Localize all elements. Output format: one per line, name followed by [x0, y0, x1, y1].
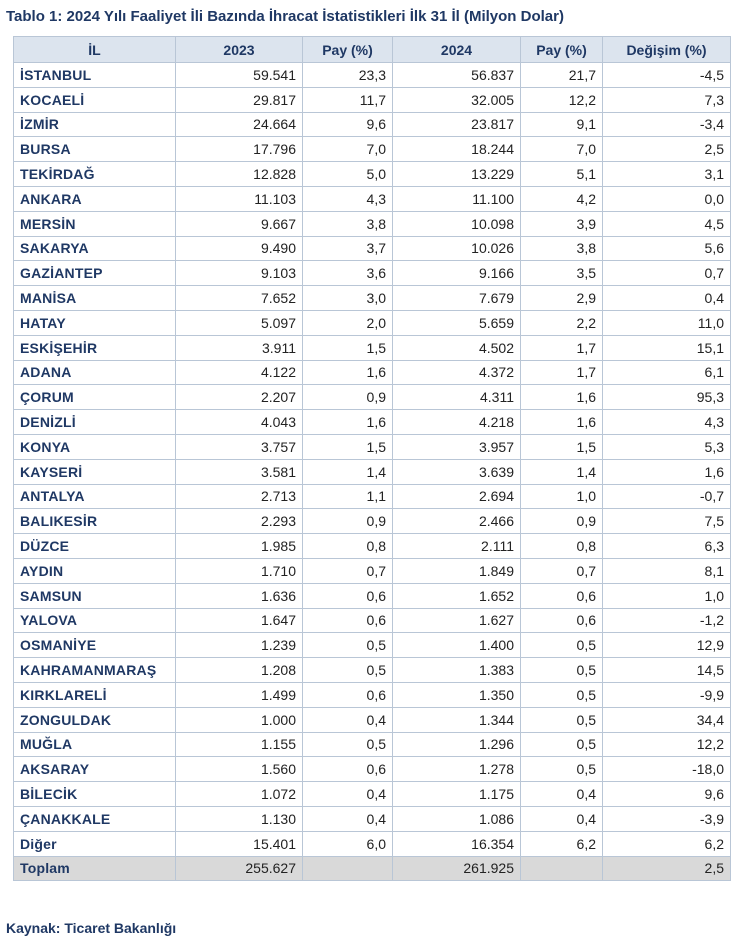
column-header-il: İL: [14, 37, 176, 63]
cell-2024: 18.244: [393, 137, 521, 162]
cell-2024: 261.925: [393, 856, 521, 881]
cell-pay-2024: 0,5: [521, 658, 603, 683]
cell-pay-2023: 0,5: [303, 633, 393, 658]
cell-pay-2023: 0,5: [303, 732, 393, 757]
cell-2024: 10.098: [393, 211, 521, 236]
cell-degisim: 6,2: [603, 831, 731, 856]
cell-degisim: 2,5: [603, 137, 731, 162]
cell-il: MERSİN: [14, 211, 176, 236]
cell-2024: 2.111: [393, 534, 521, 559]
cell-pay-2023: 0,4: [303, 782, 393, 807]
cell-il: ANTALYA: [14, 484, 176, 509]
cell-2024: 1.278: [393, 757, 521, 782]
cell-degisim: -3,4: [603, 112, 731, 137]
cell-pay-2023: 6,0: [303, 831, 393, 856]
cell-degisim: 3,1: [603, 162, 731, 187]
cell-pay-2024: 9,1: [521, 112, 603, 137]
cell-pay-2024: 0,7: [521, 558, 603, 583]
cell-pay-2023: 0,8: [303, 534, 393, 559]
cell-2024: 11.100: [393, 186, 521, 211]
table-row: [14, 63, 731, 88]
cell-il: ÇANAKKALE: [14, 806, 176, 831]
cell-pay-2023: 1,5: [303, 335, 393, 360]
cell-pay-2024: 1,4: [521, 459, 603, 484]
table-row: [14, 459, 731, 484]
cell-degisim: 95,3: [603, 385, 731, 410]
cell-pay-2023: 3,0: [303, 286, 393, 311]
table-title: Tablo 1: 2024 Yılı Faaliyet İli Bazında İhracat İstatistikleri İlk 31 İl (Milyon Dolar): [6, 8, 564, 25]
cell-il: MUĞLA: [14, 732, 176, 757]
table-row: [14, 732, 731, 757]
table-row: [14, 509, 731, 534]
cell-pay-2024: 0,5: [521, 707, 603, 732]
table-row: [14, 310, 731, 335]
cell-2024: 1.400: [393, 633, 521, 658]
column-header-pay-2024: Pay (%): [521, 37, 603, 63]
cell-degisim: 4,3: [603, 410, 731, 435]
cell-2024: 7.679: [393, 286, 521, 311]
cell-il: KOCAELİ: [14, 87, 176, 112]
cell-2024: 32.005: [393, 87, 521, 112]
cell-il: İZMİR: [14, 112, 176, 137]
table-row: [14, 286, 731, 311]
cell-2023: 1.985: [176, 534, 303, 559]
table-row: [14, 261, 731, 286]
cell-2024: 1.344: [393, 707, 521, 732]
total-row: [14, 856, 731, 881]
cell-pay-2024: 4,2: [521, 186, 603, 211]
cell-pay-2024: 6,2: [521, 831, 603, 856]
cell-2024: 1.296: [393, 732, 521, 757]
table-row: [14, 385, 731, 410]
cell-pay-2023: 0,6: [303, 583, 393, 608]
column-header-2023: 2023: [176, 37, 303, 63]
cell-pay-2024: 1,0: [521, 484, 603, 509]
cell-2024: 1.175: [393, 782, 521, 807]
cell-pay-2024: 0,5: [521, 757, 603, 782]
cell-2024: 5.659: [393, 310, 521, 335]
cell-pay-2024: 5,1: [521, 162, 603, 187]
cell-il: BURSA: [14, 137, 176, 162]
cell-il: BİLECİK: [14, 782, 176, 807]
cell-pay-2023: 0,4: [303, 707, 393, 732]
table-row: [14, 782, 731, 807]
cell-degisim: 11,0: [603, 310, 731, 335]
cell-pay-2023: 0,6: [303, 608, 393, 633]
cell-2024: 4.311: [393, 385, 521, 410]
cell-2024: 1.652: [393, 583, 521, 608]
cell-2023: 1.636: [176, 583, 303, 608]
cell-pay-2024: 21,7: [521, 63, 603, 88]
cell-pay-2023: 1,1: [303, 484, 393, 509]
cell-degisim: 2,5: [603, 856, 731, 881]
table-row: [14, 87, 731, 112]
cell-degisim: 9,6: [603, 782, 731, 807]
cell-il: GAZİANTEP: [14, 261, 176, 286]
cell-2024: 2.694: [393, 484, 521, 509]
cell-pay-2023: 0,9: [303, 385, 393, 410]
cell-degisim: 1,6: [603, 459, 731, 484]
cell-pay-2023: 5,0: [303, 162, 393, 187]
cell-il: İSTANBUL: [14, 63, 176, 88]
cell-2023: 1.239: [176, 633, 303, 658]
cell-pay-2024: 0,8: [521, 534, 603, 559]
cell-2024: 3.957: [393, 434, 521, 459]
cell-2023: 1.208: [176, 658, 303, 683]
cell-pay-2023: 0,4: [303, 806, 393, 831]
cell-pay-2023: 1,6: [303, 360, 393, 385]
table-row: [14, 186, 731, 211]
cell-2023: 1.000: [176, 707, 303, 732]
cell-pay-2023: 2,0: [303, 310, 393, 335]
cell-degisim: 12,9: [603, 633, 731, 658]
cell-2024: 10.026: [393, 236, 521, 261]
cell-2023: 1.710: [176, 558, 303, 583]
cell-pay-2024: 12,2: [521, 87, 603, 112]
cell-2023: 1.560: [176, 757, 303, 782]
cell-il: MANİSA: [14, 286, 176, 311]
cell-2023: 9.667: [176, 211, 303, 236]
table-row: [14, 682, 731, 707]
cell-pay-2024: 0,6: [521, 583, 603, 608]
cell-pay-2023: 0,7: [303, 558, 393, 583]
cell-il: AKSARAY: [14, 757, 176, 782]
cell-pay-2024: 2,2: [521, 310, 603, 335]
cell-2024: 13.229: [393, 162, 521, 187]
table-row: [14, 707, 731, 732]
cell-degisim: 8,1: [603, 558, 731, 583]
cell-degisim: -3,9: [603, 806, 731, 831]
cell-pay-2024: 1,6: [521, 385, 603, 410]
cell-2024: 9.166: [393, 261, 521, 286]
cell-2023: 59.541: [176, 63, 303, 88]
table-row: [14, 112, 731, 137]
cell-pay-2024: 0,4: [521, 782, 603, 807]
cell-il: TEKİRDAĞ: [14, 162, 176, 187]
table-row: [14, 360, 731, 385]
cell-2023: 1.647: [176, 608, 303, 633]
table-row: [14, 434, 731, 459]
cell-2024: 2.466: [393, 509, 521, 534]
cell-degisim: 0,7: [603, 261, 731, 286]
cell-2023: 5.097: [176, 310, 303, 335]
table-header: [14, 37, 731, 63]
table-row: [14, 211, 731, 236]
cell-pay-2024: 0,5: [521, 732, 603, 757]
cell-2024: 1.350: [393, 682, 521, 707]
cell-degisim: 6,3: [603, 534, 731, 559]
cell-degisim: 7,5: [603, 509, 731, 534]
cell-pay-2024: 0,5: [521, 682, 603, 707]
cell-degisim: 7,3: [603, 87, 731, 112]
cell-2023: 2.713: [176, 484, 303, 509]
cell-il: KAYSERİ: [14, 459, 176, 484]
cell-degisim: 34,4: [603, 707, 731, 732]
cell-2024: 4.218: [393, 410, 521, 435]
table-row: [14, 831, 731, 856]
cell-pay-2024: 7,0: [521, 137, 603, 162]
cell-2023: 2.293: [176, 509, 303, 534]
cell-2024: 1.627: [393, 608, 521, 633]
column-header-2024: 2024: [393, 37, 521, 63]
cell-degisim: 4,5: [603, 211, 731, 236]
cell-2023: 1.130: [176, 806, 303, 831]
cell-il: HATAY: [14, 310, 176, 335]
column-header-degisim: Değişim (%): [603, 37, 731, 63]
cell-pay-2023: 3,8: [303, 211, 393, 236]
cell-il: ESKİŞEHİR: [14, 335, 176, 360]
cell-pay-2023: 0,5: [303, 658, 393, 683]
cell-il: SAKARYA: [14, 236, 176, 261]
cell-pay-2023: 0,9: [303, 509, 393, 534]
table-row: [14, 484, 731, 509]
cell-2023: 4.043: [176, 410, 303, 435]
cell-2023: 255.627: [176, 856, 303, 881]
cell-degisim: -0,7: [603, 484, 731, 509]
table-body: [14, 63, 731, 881]
cell-pay-2023: 7,0: [303, 137, 393, 162]
cell-pay-2024: 0,9: [521, 509, 603, 534]
cell-pay-2024: [521, 856, 603, 881]
cell-2023: 2.207: [176, 385, 303, 410]
cell-pay-2024: 0,6: [521, 608, 603, 633]
cell-2023: 1.499: [176, 682, 303, 707]
cell-2023: 1.072: [176, 782, 303, 807]
cell-degisim: 0,0: [603, 186, 731, 211]
cell-2024: 56.837: [393, 63, 521, 88]
cell-2023: 1.155: [176, 732, 303, 757]
cell-il: AYDIN: [14, 558, 176, 583]
cell-pay-2024: 0,4: [521, 806, 603, 831]
cell-pay-2023: 9,6: [303, 112, 393, 137]
cell-pay-2024: 1,5: [521, 434, 603, 459]
cell-pay-2023: 1,5: [303, 434, 393, 459]
table-row: [14, 608, 731, 633]
cell-degisim: 14,5: [603, 658, 731, 683]
cell-degisim: 15,1: [603, 335, 731, 360]
cell-il: BALIKESİR: [14, 509, 176, 534]
cell-il: KAHRAMANMARAŞ: [14, 658, 176, 683]
cell-2024: 1.086: [393, 806, 521, 831]
cell-pay-2024: 1,7: [521, 360, 603, 385]
cell-2023: 15.401: [176, 831, 303, 856]
cell-pay-2023: 23,3: [303, 63, 393, 88]
cell-2023: 3.757: [176, 434, 303, 459]
table-row: [14, 410, 731, 435]
cell-pay-2023: 1,4: [303, 459, 393, 484]
cell-pay-2023: 3,7: [303, 236, 393, 261]
table-row: [14, 757, 731, 782]
cell-2024: 23.817: [393, 112, 521, 137]
cell-pay-2023: 1,6: [303, 410, 393, 435]
table-row: [14, 236, 731, 261]
cell-2023: 17.796: [176, 137, 303, 162]
cell-pay-2023: 3,6: [303, 261, 393, 286]
export-statistics-table: [13, 36, 731, 881]
cell-degisim: -9,9: [603, 682, 731, 707]
cell-il: DÜZCE: [14, 534, 176, 559]
cell-degisim: -18,0: [603, 757, 731, 782]
cell-pay-2024: 3,9: [521, 211, 603, 236]
table-row: [14, 137, 731, 162]
cell-pay-2024: 3,5: [521, 261, 603, 286]
cell-2024: 4.372: [393, 360, 521, 385]
cell-il: ZONGULDAK: [14, 707, 176, 732]
cell-degisim: -1,2: [603, 608, 731, 633]
cell-2024: 1.849: [393, 558, 521, 583]
cell-il: DENİZLİ: [14, 410, 176, 435]
cell-pay-2023: 4,3: [303, 186, 393, 211]
cell-degisim: 5,6: [603, 236, 731, 261]
cell-pay-2023: [303, 856, 393, 881]
cell-2023: 9.490: [176, 236, 303, 261]
table-row: [14, 633, 731, 658]
table-row: [14, 162, 731, 187]
cell-degisim: 1,0: [603, 583, 731, 608]
cell-2023: 12.828: [176, 162, 303, 187]
cell-il: OSMANİYE: [14, 633, 176, 658]
table-row: [14, 558, 731, 583]
cell-2023: 29.817: [176, 87, 303, 112]
table-row: [14, 806, 731, 831]
cell-2023: 4.122: [176, 360, 303, 385]
cell-degisim: 5,3: [603, 434, 731, 459]
cell-pay-2024: 1,6: [521, 410, 603, 435]
cell-il: YALOVA: [14, 608, 176, 633]
cell-pay-2023: 0,6: [303, 682, 393, 707]
cell-pay-2024: 3,8: [521, 236, 603, 261]
cell-2023: 11.103: [176, 186, 303, 211]
cell-2023: 24.664: [176, 112, 303, 137]
cell-degisim: 6,1: [603, 360, 731, 385]
cell-pay-2024: 2,9: [521, 286, 603, 311]
cell-2023: 3.581: [176, 459, 303, 484]
cell-pay-2024: 0,5: [521, 633, 603, 658]
source-note: Kaynak: Ticaret Bakanlığı: [6, 920, 177, 936]
cell-2024: 16.354: [393, 831, 521, 856]
cell-il: KIRKLARELİ: [14, 682, 176, 707]
cell-pay-2024: 1,7: [521, 335, 603, 360]
column-header-pay-2023: Pay (%): [303, 37, 393, 63]
cell-il: KONYA: [14, 434, 176, 459]
cell-il: ÇORUM: [14, 385, 176, 410]
cell-2024: 1.383: [393, 658, 521, 683]
cell-degisim: -4,5: [603, 63, 731, 88]
table-row: [14, 658, 731, 683]
header-row: [14, 37, 731, 63]
cell-degisim: 12,2: [603, 732, 731, 757]
cell-2023: 3.911: [176, 335, 303, 360]
table-row: [14, 335, 731, 360]
cell-2023: 7.652: [176, 286, 303, 311]
cell-2023: 9.103: [176, 261, 303, 286]
cell-degisim: 0,4: [603, 286, 731, 311]
table-row: [14, 534, 731, 559]
cell-il: Diğer: [14, 831, 176, 856]
cell-2024: 4.502: [393, 335, 521, 360]
cell-il: ADANA: [14, 360, 176, 385]
cell-pay-2023: 0,6: [303, 757, 393, 782]
table-row: [14, 583, 731, 608]
cell-il: ANKARA: [14, 186, 176, 211]
cell-pay-2023: 11,7: [303, 87, 393, 112]
cell-il: Toplam: [14, 856, 176, 881]
cell-2024: 3.639: [393, 459, 521, 484]
cell-il: SAMSUN: [14, 583, 176, 608]
